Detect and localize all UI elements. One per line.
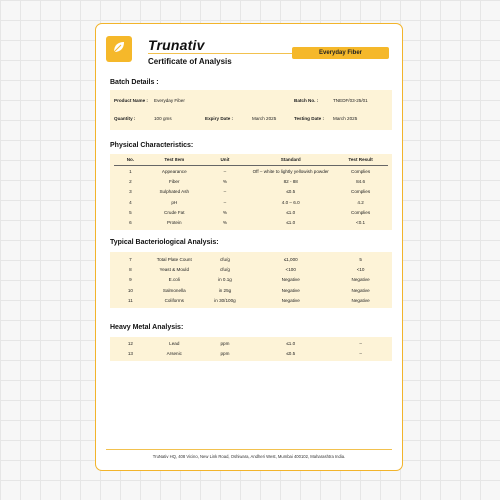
cell: Yeast & Mould xyxy=(159,266,189,272)
footer-divider xyxy=(106,449,392,450)
cell: <10 xyxy=(356,266,365,272)
bacteriological-table xyxy=(114,254,388,305)
physical-panel xyxy=(110,154,392,230)
column-header: Test Result xyxy=(333,154,388,166)
cell: 5 xyxy=(359,256,362,262)
page-title: Certificate of Analysis xyxy=(148,57,232,66)
cell: Coliforms xyxy=(164,297,184,303)
cell: Salmonella xyxy=(162,287,186,293)
cell: 2 xyxy=(129,178,132,184)
cell: Negative xyxy=(281,277,300,283)
testing-date-value: March 2025 xyxy=(333,116,358,121)
footer-address: TruNativ HQ, 408 Vicino, New Link Road, Oshiwara, Andheri West, Mumbai 400102, Maharashtra India. xyxy=(152,454,346,459)
bacteriological-heading: Typical Bacteriological Analysis: xyxy=(110,239,219,246)
batch-no-value: TNEDF/03-25/01 xyxy=(333,98,368,103)
cell: Appearance xyxy=(161,168,187,174)
cell: 8 xyxy=(129,266,132,272)
cell: ppm xyxy=(220,340,230,346)
cell: – xyxy=(359,340,362,346)
table-row xyxy=(114,285,388,295)
cell: Complies xyxy=(351,168,371,174)
cell: Negative xyxy=(351,277,370,283)
cell: Off – white to lightly yellowish powder xyxy=(252,168,329,174)
cell: 13 xyxy=(127,350,133,356)
cell: 82 - 88 xyxy=(283,178,298,184)
cell: E.coli xyxy=(168,277,180,283)
cell: % xyxy=(222,178,227,184)
column-header: No. xyxy=(114,154,147,166)
table-row xyxy=(114,254,388,264)
cell: – xyxy=(223,199,227,205)
cell: – xyxy=(223,168,227,174)
leaf-icon xyxy=(111,39,127,60)
table-row xyxy=(114,295,388,305)
cell: 4.2 xyxy=(357,199,364,205)
cell: cfu/g xyxy=(219,256,230,262)
table-row xyxy=(114,197,388,207)
cell: <0.1 xyxy=(356,220,366,226)
product-name-label: Product Name : xyxy=(114,98,148,103)
cell: – xyxy=(223,189,227,195)
cell: 3 xyxy=(129,189,132,195)
batch-details-panel xyxy=(110,90,392,130)
table-row xyxy=(114,264,388,274)
cell: Sulphated Ash xyxy=(159,189,190,195)
cell: Complies xyxy=(351,189,371,195)
cell: ≤1.0 xyxy=(286,220,296,226)
cell: in 25g xyxy=(218,287,232,293)
batch-no-label: Batch No. : xyxy=(294,98,319,103)
product-badge: Everyday Fiber xyxy=(292,47,389,59)
cell: cfu/g xyxy=(219,266,230,272)
cell: 12 xyxy=(127,340,133,346)
cell: 7 xyxy=(129,256,132,262)
bacteriological-panel xyxy=(110,252,392,308)
cell: 1 xyxy=(129,168,132,174)
cell: ≤0.5 xyxy=(286,189,296,195)
cell: Crude Fat xyxy=(164,209,185,215)
cell: Fiber xyxy=(169,178,180,184)
cell: Negative xyxy=(281,287,300,293)
cell: 6 xyxy=(129,220,132,226)
table-row xyxy=(114,176,388,186)
table-row xyxy=(114,207,388,217)
cell: – xyxy=(359,350,362,356)
cell: ≤1,000 xyxy=(283,256,298,262)
certificate-card xyxy=(95,23,403,471)
table-header-row xyxy=(114,154,388,166)
cell: Protein xyxy=(166,220,182,226)
physical-table xyxy=(114,154,388,228)
cell: 5 xyxy=(129,209,132,215)
physical-heading: Physical Characteristics: xyxy=(110,142,194,149)
expiry-date-value: March 2025 xyxy=(252,116,277,121)
batch-details-heading: Batch Details : xyxy=(110,79,159,86)
product-name-value: Everyday Fiber xyxy=(154,98,185,103)
cell: Negative xyxy=(351,287,370,293)
table-row xyxy=(114,187,388,197)
heavy-metal-table xyxy=(114,338,388,359)
cell: Negative xyxy=(281,297,300,303)
cell: Arsenic xyxy=(166,350,182,356)
column-header: Unit xyxy=(202,154,249,166)
cell: ppm xyxy=(220,350,230,356)
cell: Lead xyxy=(169,340,180,346)
cell: 84.6 xyxy=(356,178,366,184)
column-header: Test Item xyxy=(147,154,202,166)
brand-name: Trunativ xyxy=(148,37,205,53)
heavy-metal-heading: Heavy Metal Analysis: xyxy=(110,324,184,331)
cell: in 0.1g xyxy=(218,277,232,283)
table-row xyxy=(114,275,388,285)
cell: 10 xyxy=(127,287,133,293)
cell: 9 xyxy=(129,277,132,283)
testing-date-label: Testing Date : xyxy=(294,116,325,121)
cell: ≤1.0 xyxy=(286,209,296,215)
column-header: Standard xyxy=(248,154,333,166)
expiry-date-label: Expiry Date : xyxy=(205,116,234,121)
cell: 4.0 – 6.0 xyxy=(281,199,300,205)
quantity-value: 100 gms xyxy=(154,116,172,121)
table-row xyxy=(114,217,388,227)
cell: pH xyxy=(171,199,178,205)
cell: % xyxy=(222,209,227,215)
cell: Total Plate Count xyxy=(156,256,192,262)
heavy-metal-panel xyxy=(110,337,392,361)
cell: % xyxy=(222,220,227,226)
cell: 4 xyxy=(129,199,132,205)
table-row xyxy=(114,338,388,348)
brand-logo xyxy=(106,36,132,62)
cell: Complies xyxy=(351,209,371,215)
table-row xyxy=(114,166,388,177)
cell: 11 xyxy=(128,297,133,303)
cell: <100 xyxy=(285,266,296,272)
cell: ≤0.5 xyxy=(286,350,296,356)
cell: in 30/100g xyxy=(214,297,236,303)
quantity-label: Quantity : xyxy=(114,116,136,121)
table-row xyxy=(114,348,388,358)
cell: Negative xyxy=(351,297,370,303)
cell: ≤1.0 xyxy=(286,340,296,346)
